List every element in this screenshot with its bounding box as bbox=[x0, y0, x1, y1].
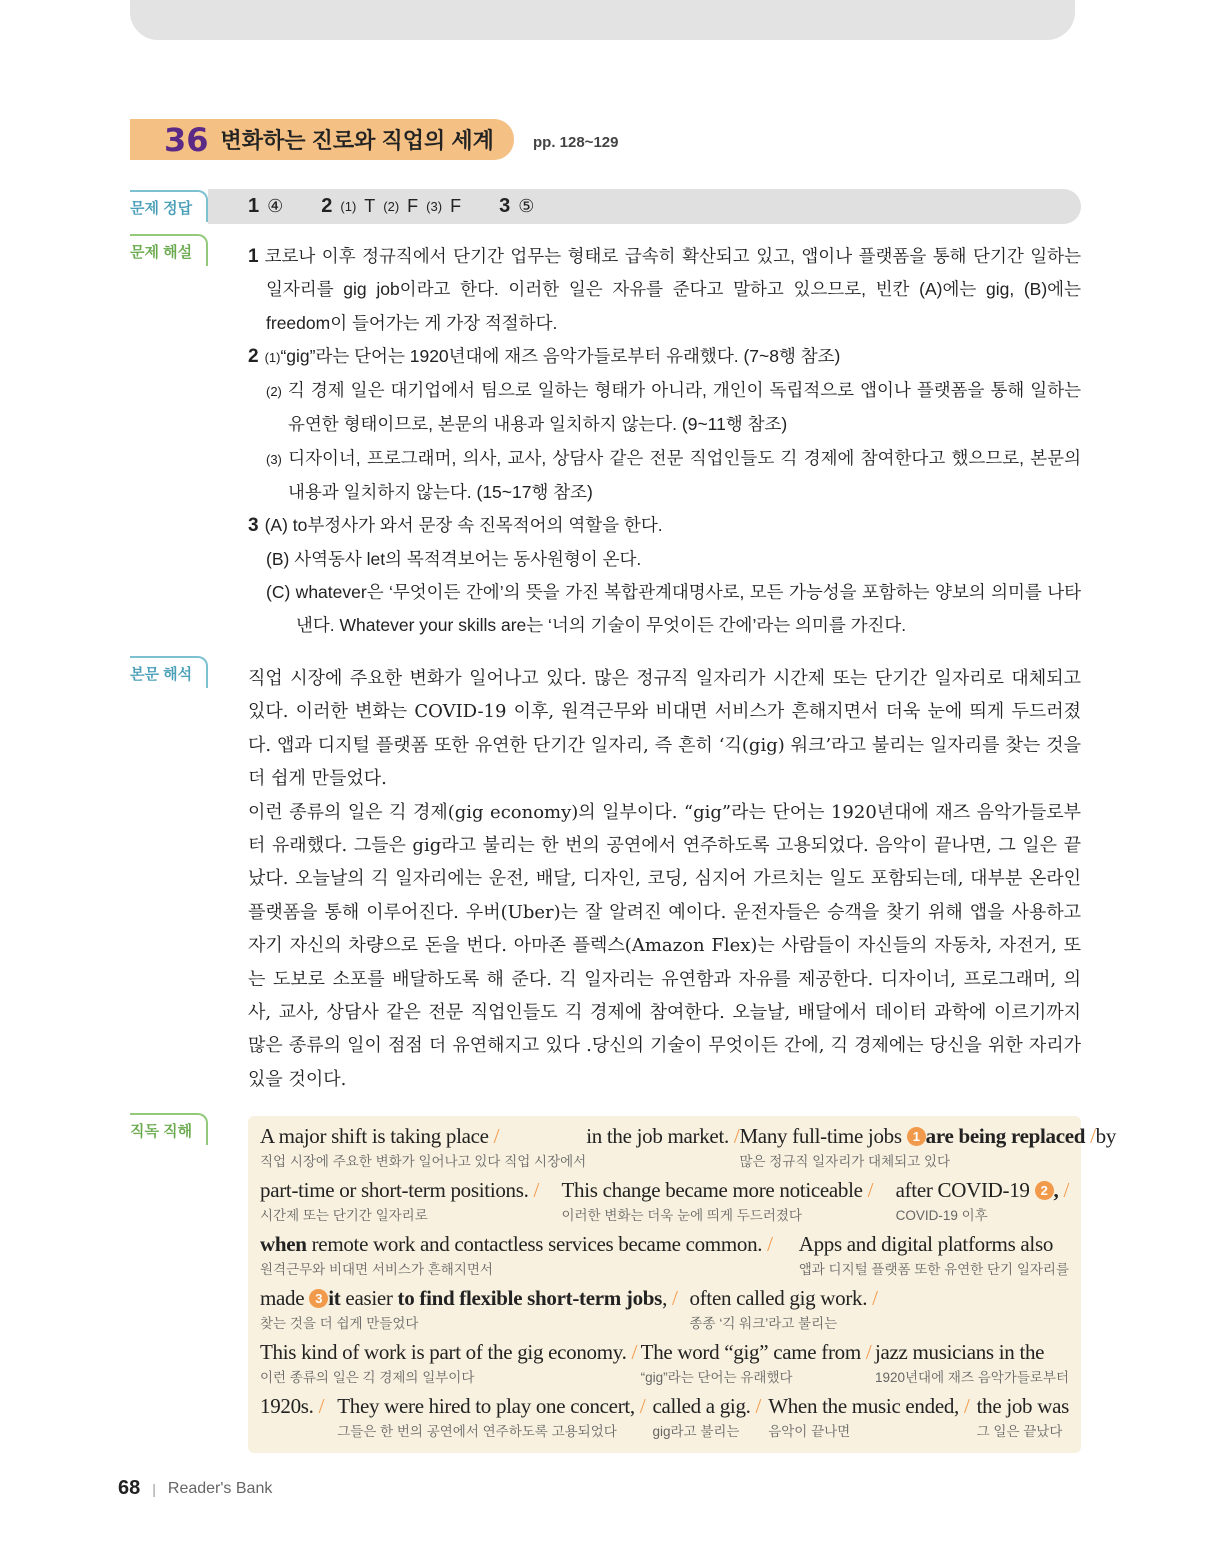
reading-chunk bbox=[1096, 1124, 1116, 1178]
english-chunk bbox=[337, 1394, 645, 1419]
english-text: A major shift is taking place bbox=[260, 1124, 489, 1148]
english-chunk bbox=[739, 1124, 1095, 1149]
english-text: , bbox=[662, 1286, 668, 1310]
english-chunk bbox=[799, 1232, 1069, 1257]
korean-gloss: 시간제 또는 단기간 일자리로 bbox=[260, 1208, 428, 1223]
english-chunk bbox=[896, 1178, 1069, 1203]
chunk-divider: / bbox=[860, 1340, 872, 1364]
reading-line bbox=[260, 1286, 1069, 1340]
reading-chunk bbox=[875, 1340, 1069, 1394]
english-text: They were hired to play one concert, bbox=[337, 1394, 635, 1418]
english-text: When the music ended, bbox=[768, 1394, 960, 1418]
lesson-title bbox=[130, 119, 514, 160]
reading-line bbox=[260, 1232, 1069, 1286]
explanation bbox=[248, 240, 1081, 643]
answer-value: ⑤ bbox=[518, 196, 535, 216]
item-number: 3 bbox=[248, 515, 259, 537]
korean-gloss: 찾는 것을 더 쉽게 만들었다 bbox=[260, 1316, 419, 1331]
reading-chunk bbox=[562, 1178, 874, 1232]
korean-gloss: 그들은 한 번의 공연에서 연주하도록 고용되었다 bbox=[337, 1424, 617, 1439]
explanation-text: (C) whatever은 ‘무엇이든 간에’의 뜻을 가진 복합관계대명사로, 모든 가능성을 포함하는 양보의 의미를 나타낸다. Whatever your skills are는 ‘너의 기술이 무엇이든 간에’라는 의미를 가진다. bbox=[266, 581, 1081, 636]
english-text: to find flexible short-term jobs bbox=[397, 1286, 663, 1310]
english-text: This kind of work is part of the gig economy. bbox=[260, 1340, 627, 1364]
english-chunk bbox=[977, 1394, 1069, 1419]
answer-num: 3 bbox=[499, 195, 511, 217]
chunk-divider: / bbox=[313, 1394, 325, 1418]
chunk-divider: / bbox=[1085, 1124, 1096, 1148]
chunk-divider: / bbox=[626, 1340, 638, 1364]
english-chunk bbox=[641, 1340, 872, 1365]
reading-chunk bbox=[739, 1124, 1095, 1178]
explanation-3b bbox=[248, 543, 1081, 576]
english-text: This change became more noticeable bbox=[561, 1178, 863, 1202]
english-text: Many full-time jobs bbox=[739, 1124, 907, 1148]
item-number: 1 bbox=[248, 246, 259, 267]
divider: | bbox=[152, 1480, 156, 1497]
explanation-text: “gig”라는 단어는 1920년대에 재즈 음악가들로부터 유래했다. (7~8행 참조) bbox=[280, 345, 841, 366]
english-chunk bbox=[260, 1394, 324, 1419]
korean-gloss: 원격근무와 비대면 서비스가 흔해지면서 bbox=[260, 1262, 493, 1277]
reading-chunk bbox=[260, 1124, 586, 1178]
english-text: Apps and digital platforms also bbox=[798, 1232, 1054, 1256]
english-text: it bbox=[328, 1286, 341, 1310]
direct-reading-box bbox=[248, 1116, 1117, 1453]
korean-gloss: 그 일은 끝났다 bbox=[976, 1424, 1063, 1439]
reading-chunk bbox=[896, 1178, 1069, 1232]
chunk-divider: / bbox=[634, 1394, 646, 1418]
answer-num: 1 bbox=[248, 195, 260, 217]
sub-number: (1) bbox=[264, 349, 281, 365]
korean-gloss: 직업 시장에 주요한 변화가 일어나고 있다 직업 시장에서 bbox=[260, 1154, 587, 1169]
korean-gloss: “gig”라는 단어는 유래했다 bbox=[640, 1370, 793, 1385]
page-number: 68 bbox=[118, 1477, 141, 1499]
english-text: jazz musicians in the bbox=[874, 1340, 1045, 1364]
explanation-text: (B) 사역동사 let의 목적격보어는 동사원형이 온다. bbox=[266, 548, 642, 569]
explanation-text: 코로나 이후 정규직에서 단기간 업무는 형태로 급속히 확산되고 있고, 앱이나 플랫폼을 통해 단기간 일하는 일자리를 gig job이라고 한다. 이러한 일은 자유를 준다고 말하고 있으므로, 빈칸 (A)에는 gig, (B)에는 freedom이 들어가는 게 가장 적절하다. bbox=[264, 246, 1081, 333]
reading-line bbox=[260, 1124, 1117, 1178]
answer-sub: (2) bbox=[383, 199, 400, 214]
english-text: are being replaced bbox=[925, 1124, 1086, 1148]
explanation-text: 긱 경제 일은 대기업에서 팀으로 일하는 형태가 아니라, 개인이 독립적으로 앱이나 플랫폼을 통해 일하는 유연한 형태이므로, 본문의 내용과 일치하지 않는다. (9~11행 참조) bbox=[287, 380, 1081, 435]
english-text: by bbox=[1095, 1124, 1117, 1148]
sub-number: (2) bbox=[266, 384, 282, 400]
english-text: 1920s. bbox=[260, 1394, 314, 1418]
english-text: the job was bbox=[976, 1394, 1069, 1418]
english-chunk bbox=[562, 1178, 874, 1203]
book-title: Reader's Bank bbox=[167, 1479, 273, 1497]
grammar-point-marker: 2 bbox=[1035, 1181, 1054, 1200]
english-text: after COVID-19 bbox=[895, 1178, 1035, 1202]
reading-chunk bbox=[690, 1286, 878, 1340]
korean-gloss: 많은 정규직 일자리가 대체되고 있다 bbox=[739, 1154, 951, 1169]
reading-chunk bbox=[977, 1394, 1069, 1448]
label-explanation: 문제 해설 bbox=[130, 234, 208, 266]
reading-chunk bbox=[652, 1394, 761, 1448]
reading-chunk bbox=[260, 1178, 539, 1232]
chunk-divider: / bbox=[728, 1124, 740, 1148]
answer-value: F bbox=[407, 196, 419, 216]
english-chunk bbox=[260, 1340, 637, 1365]
chunk-divider: / bbox=[488, 1124, 500, 1148]
answer-value: ④ bbox=[267, 196, 284, 216]
reading-chunk bbox=[337, 1394, 645, 1448]
translation-body bbox=[248, 662, 1081, 1096]
answer-value: F bbox=[450, 196, 462, 216]
lesson-title-text: 변화하는 진로와 직업의 세계 bbox=[220, 128, 494, 153]
english-text: in the job market. bbox=[586, 1124, 729, 1148]
reading-chunk bbox=[260, 1340, 637, 1394]
english-chunk bbox=[260, 1178, 539, 1203]
korean-gloss: 종종 ‘긱 워크’라고 불리는 bbox=[689, 1316, 838, 1331]
english-chunk bbox=[260, 1286, 678, 1311]
explanation-3c bbox=[248, 576, 1081, 643]
answer-value: T bbox=[364, 196, 376, 216]
english-chunk bbox=[875, 1340, 1069, 1365]
english-chunk bbox=[652, 1394, 761, 1419]
chunk-divider: / bbox=[867, 1286, 878, 1310]
english-text: easier bbox=[340, 1286, 398, 1310]
grammar-point-marker: 3 bbox=[309, 1289, 328, 1308]
explanation-1 bbox=[248, 240, 1081, 340]
reading-line bbox=[260, 1340, 1069, 1394]
label-translation: 본문 해석 bbox=[130, 656, 208, 688]
explanation-2-1 bbox=[248, 340, 1081, 374]
chunk-divider: / bbox=[528, 1178, 540, 1202]
lesson-number: 36 bbox=[164, 120, 209, 159]
reading-chunk bbox=[641, 1340, 872, 1394]
korean-gloss: 앱과 디지털 플랫폼 또한 유연한 단기 일자리를 bbox=[798, 1262, 1069, 1277]
korean-gloss: 이러한 변화는 더욱 눈에 띄게 두드러졌다 bbox=[561, 1208, 802, 1223]
label-answers: 문제 정답 bbox=[130, 190, 208, 222]
english-text: part-time or short-term positions. bbox=[260, 1178, 529, 1202]
english-text: The word “gig” came from bbox=[640, 1340, 861, 1364]
explanation-text: 디자이너, 프로그래머, 의사, 교사, 상담사 같은 전문 직업인들도 긱 경제에 참여한다고 했으므로, 본문의 내용과 일치하지 않는다. (15~17행 참조) bbox=[288, 447, 1081, 503]
english-chunk bbox=[768, 1394, 969, 1419]
translation-paragraph: 이런 종류의 일은 긱 경제(gig economy)의 일부이다. “gig”라는 단어는 1920년대에 재즈 음악가들로부터 유래했다. 그들은 gig라고 불리는 한 번의 공연에서 연주하도록 고용되었다. 음악이 끝나면, 그 일은 끝났다. 오늘날의 긱 일자리에는 운전, 배달, 디자인, 코딩, 심지어 가르치는 일도 포함되는데, 대부분 온라인 플랫폼을 통해 이루어진다. 우버(Uber)는 잘 알려진 예이다. 운전자들은 승객을 찾기 위해 앱을 사용하고 자기 자신의 차량으로 돈을 번다. 아마존 플렉스(Amazon Flex)는 사람들이 자신들의 자동차, 자전거, 또는 도보로 소포를 배달하도록 해 준다. 긱 일자리는 유연함과 자유를 제공한다. 디자이너, 프로그래머, 의사, 교사, 상담사 같은 전문 직업인들도 긱 경제에 참여한다. 오늘날, 배달에서 데이터 과학에 이르기까지 많은 종류의 일이 점점 더 유연해지고 있다 .당신의 기술이 무엇이든 간에, 긱 경제에는 당신을 위한 자리가 있을 것이다. bbox=[248, 801, 1081, 1090]
korean-gloss: 음악이 끝나면 bbox=[768, 1424, 851, 1439]
english-chunk bbox=[690, 1286, 878, 1311]
reading-chunk bbox=[260, 1394, 324, 1448]
answer-bar bbox=[208, 189, 1081, 224]
label-reading: 직독 직해 bbox=[130, 1113, 208, 1145]
explanation-3a bbox=[248, 509, 1081, 542]
chunk-divider: / bbox=[762, 1232, 773, 1256]
english-text: often called gig work. bbox=[689, 1286, 868, 1310]
english-text: remote work and contactless services became common. bbox=[306, 1232, 763, 1256]
explanation-2-2 bbox=[248, 374, 1081, 442]
korean-gloss: COVID-19 이후 bbox=[895, 1208, 988, 1223]
english-text: , bbox=[1053, 1178, 1059, 1202]
grammar-point-marker: 1 bbox=[907, 1127, 926, 1146]
english-text: made bbox=[260, 1286, 310, 1310]
english-chunk bbox=[260, 1124, 586, 1149]
chunk-divider: / bbox=[1058, 1178, 1069, 1202]
reading-chunk bbox=[260, 1232, 773, 1286]
reading-chunk bbox=[586, 1124, 739, 1178]
top-banner bbox=[130, 0, 1075, 40]
chunk-divider: / bbox=[750, 1394, 762, 1418]
korean-gloss: 이런 종류의 일은 긱 경제의 일부이다 bbox=[260, 1370, 475, 1385]
reading-line bbox=[260, 1394, 1069, 1448]
english-chunk bbox=[586, 1124, 739, 1149]
chunk-divider: / bbox=[667, 1286, 678, 1310]
translation-paragraph: 직업 시장에 주요한 변화가 일어나고 있다. 많은 정규직 일자리가 시간제 또는 단기간 일자리로 대체되고 있다. 이러한 변화는 COVID-19 이후, 원격근무와 비대면 서비스가 흔해지면서 더욱 눈에 띄게 두드러졌다. 앱과 디지털 플랫폼 또한 유연한 단기간 일자리, 즉 흔히 ‘긱(gig) 워크’라고 불리는 일자리를 찾는 것을 더 쉽게 만들었다. bbox=[248, 668, 1081, 790]
korean-gloss: 1920년대에 재즈 음악가들로부터 bbox=[874, 1370, 1069, 1385]
english-chunk bbox=[260, 1232, 773, 1257]
reading-line bbox=[260, 1178, 1069, 1232]
reading-chunk bbox=[799, 1232, 1069, 1286]
explanation-text: (A) to부정사가 와서 문장 속 진목적어의 역할을 한다. bbox=[264, 515, 663, 536]
english-text: called a gig. bbox=[652, 1394, 751, 1418]
page-range: pp. 128~129 bbox=[533, 134, 619, 151]
chunk-divider: / bbox=[959, 1394, 970, 1418]
chunk-divider: / bbox=[862, 1178, 874, 1202]
answer-sub: (3) bbox=[426, 199, 443, 214]
reading-chunk bbox=[768, 1394, 969, 1448]
english-chunk bbox=[1096, 1124, 1116, 1149]
explanation-2-3 bbox=[248, 442, 1081, 510]
sub-number: (3) bbox=[266, 451, 282, 467]
english-text: when bbox=[260, 1232, 307, 1256]
answer-sub: (1) bbox=[340, 199, 357, 214]
korean-gloss: gig라고 불리는 bbox=[652, 1424, 740, 1439]
page-footer bbox=[118, 1477, 272, 1500]
answer-num: 2 bbox=[321, 195, 333, 217]
item-number: 2 bbox=[248, 345, 259, 367]
reading-chunk bbox=[260, 1286, 678, 1340]
